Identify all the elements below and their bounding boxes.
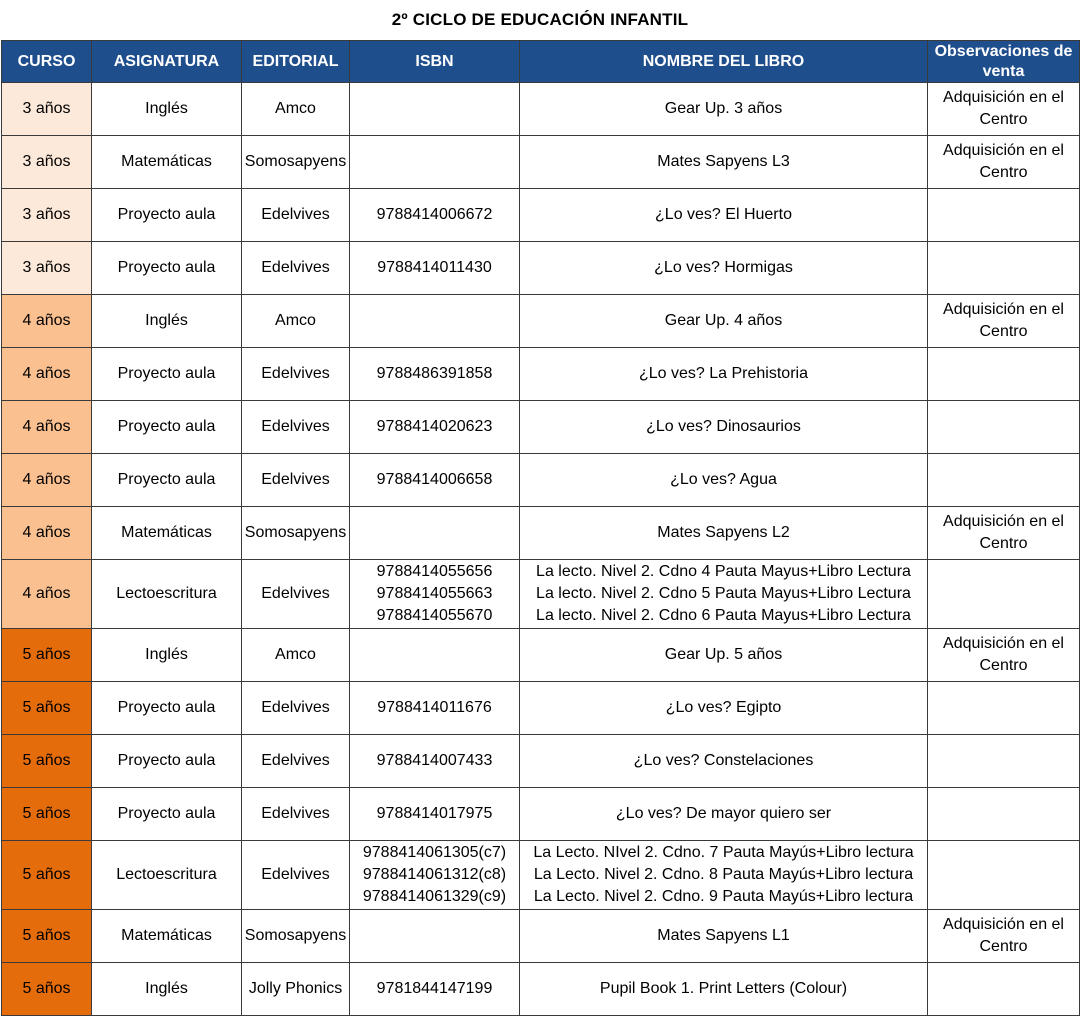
cell-observaciones [928, 189, 1080, 242]
table-row [2, 560, 1080, 629]
cell-asignatura: Matemáticas [92, 136, 242, 189]
cell-curso: 5 años [2, 682, 92, 735]
book-title-line: ¿Lo ves? La Prehistoria [639, 365, 808, 382]
cell-editorial: Amco [242, 295, 350, 348]
cell-curso: 3 años [2, 83, 92, 136]
isbn-line: 9788414061329(c9) [362, 888, 507, 905]
cell-curso: 4 años [2, 295, 92, 348]
cell-asignatura: Inglés [92, 963, 242, 1016]
cell-curso: 4 años [2, 507, 92, 560]
cell-editorial: Edelvives [242, 841, 350, 910]
cell-asignatura: Proyecto aula [92, 348, 242, 401]
isbn-line: 9788414017975 [376, 805, 493, 822]
cell-isbn [350, 629, 520, 682]
header-curso: CURSO [2, 41, 92, 83]
isbn-line: 9788414055656 [376, 563, 493, 580]
book-title-line: Mates Sapyens L1 [657, 927, 790, 944]
table-row [2, 788, 1080, 841]
table-row [2, 682, 1080, 735]
table-body [2, 83, 1080, 1016]
book-title-line: ¿Lo ves? Dinosaurios [646, 418, 801, 435]
table-row [2, 401, 1080, 454]
cell-observaciones: Adquisición en el Centro [928, 629, 1080, 682]
cell-curso: 4 años [2, 560, 92, 629]
cell-editorial: Somosapyens [242, 910, 350, 963]
cell-observaciones [928, 242, 1080, 295]
cell-isbn [350, 242, 520, 295]
cell-editorial: Jolly Phonics [242, 963, 350, 1016]
table-row [2, 629, 1080, 682]
cell-asignatura: Inglés [92, 83, 242, 136]
book-title-line: ¿Lo ves? El Huerto [655, 206, 792, 223]
cell-asignatura: Proyecto aula [92, 788, 242, 841]
cell-asignatura: Lectoescritura [92, 560, 242, 629]
header-nombre-libro: NOMBRE DEL LIBRO [520, 41, 928, 83]
cell-editorial: Amco [242, 83, 350, 136]
book-title-line: Pupil Book 1. Print Letters (Colour) [599, 980, 848, 997]
table-row [2, 735, 1080, 788]
cell-nombre-libro [520, 348, 928, 401]
book-title-line: La Lecto. NIvel 2. Cdno. 7 Pauta Mayús+Libro lectura [533, 844, 914, 861]
cell-editorial: Edelvives [242, 401, 350, 454]
cell-nombre-libro [520, 242, 928, 295]
table-row [2, 963, 1080, 1016]
cell-editorial: Edelvives [242, 348, 350, 401]
cell-observaciones [928, 454, 1080, 507]
cell-isbn [350, 963, 520, 1016]
isbn-line: 9788414011430 [377, 259, 492, 276]
isbn-line: 9781844147199 [376, 980, 493, 997]
cell-observaciones [928, 682, 1080, 735]
cell-asignatura: Inglés [92, 629, 242, 682]
cell-editorial: Edelvives [242, 682, 350, 735]
cell-curso: 3 años [2, 136, 92, 189]
cell-editorial: Somosapyens [242, 507, 350, 560]
book-title-line: La lecto. Nivel 2. Cdno 4 Pauta Mayus+Libro Lectura [536, 563, 911, 580]
isbn-line: 9788486391858 [376, 365, 493, 382]
cell-curso: 5 años [2, 788, 92, 841]
cell-nombre-libro [520, 136, 928, 189]
book-title-line: Gear Up. 3 años [664, 100, 783, 117]
book-title-line: Mates Sapyens L3 [657, 153, 790, 170]
book-title-line: ¿Lo ves? Agua [670, 471, 777, 488]
book-title-line: La lecto. Nivel 2. Cdno 5 Pauta Mayus+Libro Lectura [536, 585, 911, 602]
table-row [2, 348, 1080, 401]
cell-nombre-libro [520, 560, 928, 629]
isbn-line: 9788414055670 [376, 607, 493, 624]
table-row [2, 242, 1080, 295]
isbn-line: 9788414055663 [376, 585, 493, 602]
cell-curso: 5 años [2, 841, 92, 910]
book-title-line: Gear Up. 4 años [664, 312, 783, 329]
cell-nombre-libro [520, 963, 928, 1016]
cell-asignatura: Matemáticas [92, 910, 242, 963]
cell-isbn [350, 83, 520, 136]
cell-isbn [350, 295, 520, 348]
cell-observaciones [928, 788, 1080, 841]
book-title-line: Gear Up. 5 años [664, 646, 783, 663]
cell-isbn [350, 401, 520, 454]
table-row [2, 507, 1080, 560]
table-row [2, 910, 1080, 963]
table-row [2, 841, 1080, 910]
cell-isbn [350, 454, 520, 507]
book-title-line: ¿Lo ves? Hormigas [654, 259, 793, 276]
isbn-line: 9788414007433 [376, 752, 493, 769]
cell-asignatura: Proyecto aula [92, 401, 242, 454]
cell-curso: 5 años [2, 963, 92, 1016]
cell-editorial: Edelvives [242, 560, 350, 629]
cell-isbn [350, 189, 520, 242]
cell-curso: 4 años [2, 454, 92, 507]
book-title-line: Mates Sapyens L2 [657, 524, 790, 541]
cell-observaciones [928, 560, 1080, 629]
header-editorial: EDITORIAL [242, 41, 350, 83]
header-asignatura: ASIGNATURA [92, 41, 242, 83]
cell-asignatura: Proyecto aula [92, 189, 242, 242]
cell-editorial: Edelvives [242, 454, 350, 507]
book-title-line: ¿Lo ves? De mayor quiero ser [615, 805, 832, 822]
isbn-line: 9788414061305(c7) [362, 844, 507, 861]
cell-nombre-libro [520, 788, 928, 841]
cell-isbn [350, 788, 520, 841]
cell-observaciones [928, 963, 1080, 1016]
cell-nombre-libro [520, 507, 928, 560]
cell-observaciones: Adquisición en el Centro [928, 507, 1080, 560]
table-header-row [2, 41, 1080, 83]
book-title-line: ¿Lo ves? Constelaciones [633, 752, 814, 769]
cell-curso: 5 años [2, 629, 92, 682]
cell-curso: 4 años [2, 348, 92, 401]
cell-asignatura: Lectoescritura [92, 841, 242, 910]
cell-nombre-libro [520, 295, 928, 348]
cell-editorial: Edelvives [242, 189, 350, 242]
cell-observaciones [928, 841, 1080, 910]
table-row [2, 454, 1080, 507]
book-title-line: La Lecto. Nivel 2. Cdno. 8 Pauta Mayús+Libro lectura [533, 866, 914, 883]
cell-asignatura: Matemáticas [92, 507, 242, 560]
cell-editorial: Edelvives [242, 735, 350, 788]
table-row [2, 136, 1080, 189]
cell-nombre-libro [520, 83, 928, 136]
cell-curso: 5 años [2, 910, 92, 963]
cell-isbn [350, 560, 520, 629]
cell-asignatura: Proyecto aula [92, 735, 242, 788]
table-row [2, 295, 1080, 348]
cell-observaciones [928, 401, 1080, 454]
cell-editorial: Edelvives [242, 242, 350, 295]
isbn-line: 9788414006658 [376, 471, 493, 488]
cell-observaciones [928, 348, 1080, 401]
cell-nombre-libro [520, 629, 928, 682]
cell-isbn [350, 348, 520, 401]
table-row [2, 189, 1080, 242]
cell-isbn [350, 682, 520, 735]
cell-curso: 4 años [2, 401, 92, 454]
cell-observaciones: Adquisición en el Centro [928, 136, 1080, 189]
cell-observaciones [928, 735, 1080, 788]
cell-nombre-libro [520, 910, 928, 963]
cell-observaciones: Adquisición en el Centro [928, 83, 1080, 136]
isbn-line: 9788414011676 [377, 699, 492, 716]
cell-editorial: Amco [242, 629, 350, 682]
page-title: 2º CICLO DE EDUCACIÓN INFANTIL [391, 10, 689, 29]
cell-nombre-libro [520, 189, 928, 242]
cell-asignatura: Inglés [92, 295, 242, 348]
cell-observaciones: Adquisición en el Centro [928, 910, 1080, 963]
cell-curso: 5 años [2, 735, 92, 788]
cell-nombre-libro [520, 454, 928, 507]
cell-nombre-libro [520, 735, 928, 788]
book-title-line: La Lecto. Nivel 2. Cdno. 9 Pauta Mayús+Libro lectura [533, 888, 914, 905]
book-title-line: ¿Lo ves? Egipto [665, 699, 782, 716]
cell-asignatura: Proyecto aula [92, 242, 242, 295]
header-isbn: ISBN [350, 41, 520, 83]
cell-asignatura: Proyecto aula [92, 682, 242, 735]
cell-observaciones: Adquisición en el Centro [928, 295, 1080, 348]
table-row [2, 83, 1080, 136]
cell-isbn [350, 507, 520, 560]
header-observaciones: Observaciones de venta [928, 41, 1080, 83]
cell-nombre-libro [520, 401, 928, 454]
cell-nombre-libro [520, 682, 928, 735]
isbn-line: 9788414061312(c8) [362, 866, 507, 883]
textbook-table [1, 40, 1080, 1016]
cell-isbn [350, 735, 520, 788]
cell-isbn [350, 910, 520, 963]
cell-curso: 3 años [2, 242, 92, 295]
cell-nombre-libro [520, 841, 928, 910]
cell-asignatura: Proyecto aula [92, 454, 242, 507]
cell-editorial: Edelvives [242, 788, 350, 841]
cell-isbn [350, 841, 520, 910]
cell-editorial: Somosapyens [242, 136, 350, 189]
isbn-line: 9788414006672 [376, 206, 493, 223]
isbn-line: 9788414020623 [376, 418, 493, 435]
book-title-line: La lecto. Nivel 2. Cdno 6 Pauta Mayus+Libro Lectura [536, 607, 911, 624]
cell-isbn [350, 136, 520, 189]
cell-curso: 3 años [2, 189, 92, 242]
